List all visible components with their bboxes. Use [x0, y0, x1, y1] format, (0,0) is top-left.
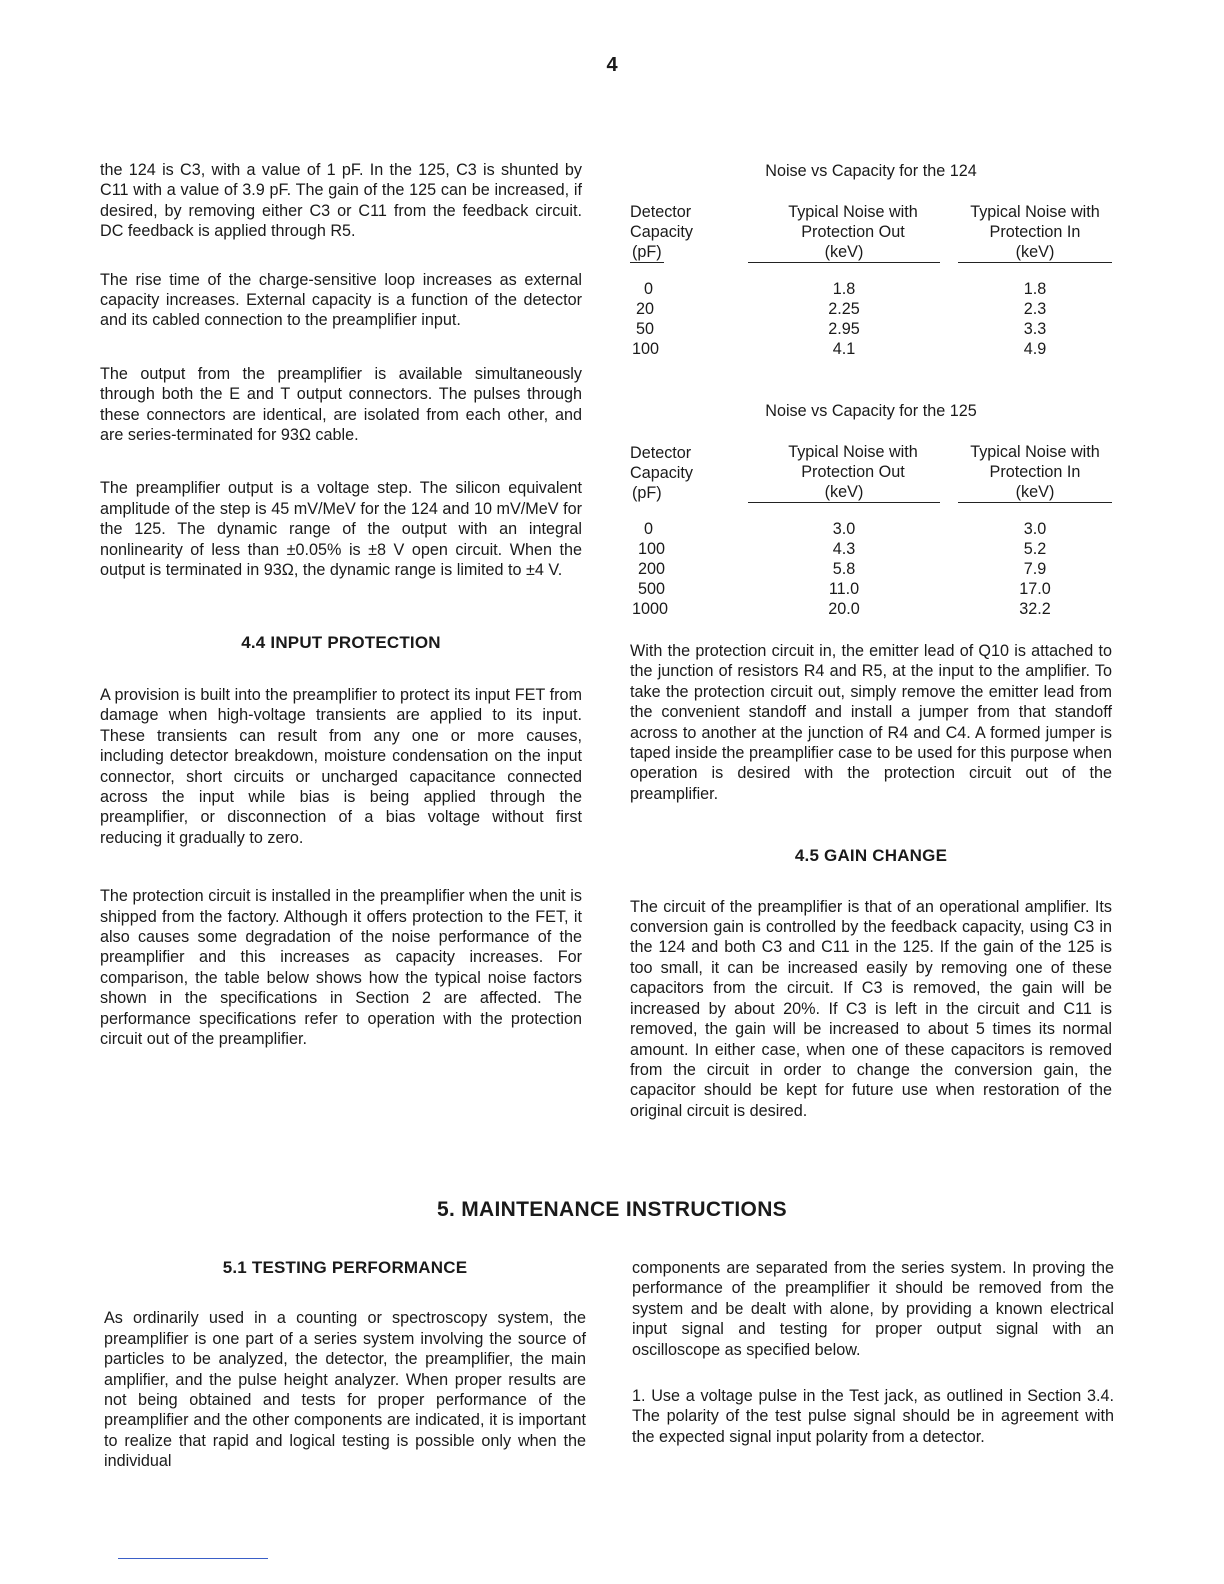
- paragraph: the 124 is C3, with a value of 1 pF. In the 125, C3 is shunted by C11 with a value of 3.9 pF. The gain of the 125 can be increased, if desired, by removing either C3 or C11 from the feedback circuit. DC feedback is applied through R5.: [100, 161, 582, 241]
- table-header: Typical Noise with Protection In (keV): [958, 202, 1112, 265]
- table-row: 0 3.0 3.0: [644, 520, 1047, 538]
- paragraph: As ordinarily used in a counting or spectroscopy system, the preamplifier is one part of a series system involving the source of particles to be analyzed, the detector, the preamplifier, the main amplifier, and the pulse height analyzer. When proper results are not being obtained and tests for proper performance of the preamplifier and the other components are indicated, it is important to realize that rapid and logical testing is possible only when the individual: [104, 1309, 586, 1471]
- paragraph: The rise time of the charge-sensitive loop increases as external capacity increases. External capacity is a function of the detector and its cabled connection to the preamplifier input.: [100, 270, 582, 330]
- table-title: Noise vs Capacity for the 125: [765, 402, 977, 420]
- paragraph: components are separated from the series system. In proving the performance of the preamplifier it should be removed from the system and be dealt with alone, by providing a known electrical input signal and testing for proper output signal with an oscilloscope as specified below.: [632, 1259, 1114, 1359]
- table-row: 100 4.1 4.9: [632, 340, 1047, 358]
- noise-table-124: [630, 202, 1112, 359]
- table-row: 0 1.8 1.8: [644, 280, 1047, 298]
- table-row: 100 4.3 5.2: [638, 540, 1047, 558]
- paragraph: With the protection circuit in, the emitter lead of Q10 is attached to the junction of resistors R4 and R5, at the input to the amplifier. To take the protection circuit out, simply remove the emitter lead from the convenient standoff and install a jumper from that standoff across to another at the junction of R4 and C4. A formed jumper is taped inside the preamplifier case to be used for this purpose when operation is desired with the protection circuit out of the preamplifier.: [630, 642, 1112, 803]
- paragraph: The preamplifier output is a voltage step. The silicon equivalent amplitude of the step is 45 mV/MeV for the 124 and 10 mV/MeV for the 125. The dynamic range of the output with an integral nonlinearity of less than ±0.05% is ±8 V open circuit. When the output is terminated in 93Ω, the dynamic range is limited to ±4 V.: [100, 479, 582, 580]
- table-title: Noise vs Capacity for the 124: [765, 162, 977, 180]
- section-heading-testing-performance: 5.1 TESTING PERFORMANCE: [222, 1258, 468, 1277]
- paragraph: The circuit of the preamplifier is that of an operational amplifier. Its conversion gain is controlled by the feedback capacity, using C3 in the 124 and both C3 and C11 in the 125. If the gain of the 125 is too small, it can be increased easily by removing one of these capacitors from the circuit. If C3 is removed, the gain will be increased by about 20%. If C3 is left in the circuit and C11 is removed, the gain will be increased to about 5 times its normal amount. In either case, when one of these capacitors is removed from the circuit in order to change the conversion gain, the capacitor should be kept for future use when restoration of the original circuit is desired.: [630, 897, 1112, 1120]
- right-column-section-5: [632, 1258, 1114, 1447]
- paragraph: A provision is built into the preamplifier to protect its input FET from damage when high-voltage transients are applied to its input. These transients can result from any one or more causes, including detector breakdown, moisture condensation on the input connector, short circuits or uncharged capacitance connected across the input while bias is being applied through the preamplifier, or disconnection of a bias voltage without first reducing it gradually to zero.: [100, 685, 582, 847]
- table-header: Detector Capacity (pF): [630, 444, 693, 502]
- table-header: Detector Capacity (pF): [630, 203, 693, 261]
- section-heading-gain-change: 4.5 GAIN CHANGE: [794, 846, 948, 866]
- table-row: 20 2.25 2.3: [636, 300, 1047, 318]
- section-title-maintenance: 5. MAINTENANCE INSTRUCTIONS: [437, 1198, 787, 1221]
- paragraph: The output from the preamplifier is available simultaneously through both the E and T output connectors. The pulses through these connectors are identical, are isolated from each other, and are series-terminated for 93Ω cable.: [100, 364, 582, 445]
- section-heading-input-protection: 4.4 INPUT PROTECTION: [241, 632, 441, 652]
- table-header: Typical Noise with Protection Out (keV): [748, 202, 958, 265]
- table-row: 200 5.8 7.9: [638, 560, 1047, 578]
- noise-table-125: [630, 442, 1112, 619]
- table-row: 1000 20.0 32.2: [632, 600, 1051, 618]
- paragraph: The protection circuit is installed in the preamplifier when the unit is shipped from the factory. Although it offers protection to the FET, it also causes some degradation of the noise performance of the preamplifier and this increases as capacity increases. For comparison, the table below shows how the typical noise factors shown in the specifications in Section 2 are affected. The performance specifications refer to operation with the protection circuit out of the preamplifier.: [100, 887, 582, 1048]
- table-row: 50 2.95 3.3: [636, 320, 1047, 338]
- footnote-rule: [118, 1558, 268, 1559]
- paragraph: 1. Use a voltage pulse in the Test jack, as outlined in Section 3.4. The polarity of the test pulse signal should be in agreement with the expected signal input polarity from a detector.: [632, 1387, 1114, 1446]
- table-row: 500 11.0 17.0: [638, 580, 1051, 598]
- left-column-section-5: [104, 1258, 586, 1472]
- page-number: 4: [606, 54, 618, 76]
- right-column: [630, 641, 1112, 1121]
- table-header: Typical Noise with Protection In (keV): [958, 442, 1112, 505]
- table-header: Typical Noise with Protection Out (keV): [748, 442, 958, 505]
- left-column: [100, 160, 582, 1049]
